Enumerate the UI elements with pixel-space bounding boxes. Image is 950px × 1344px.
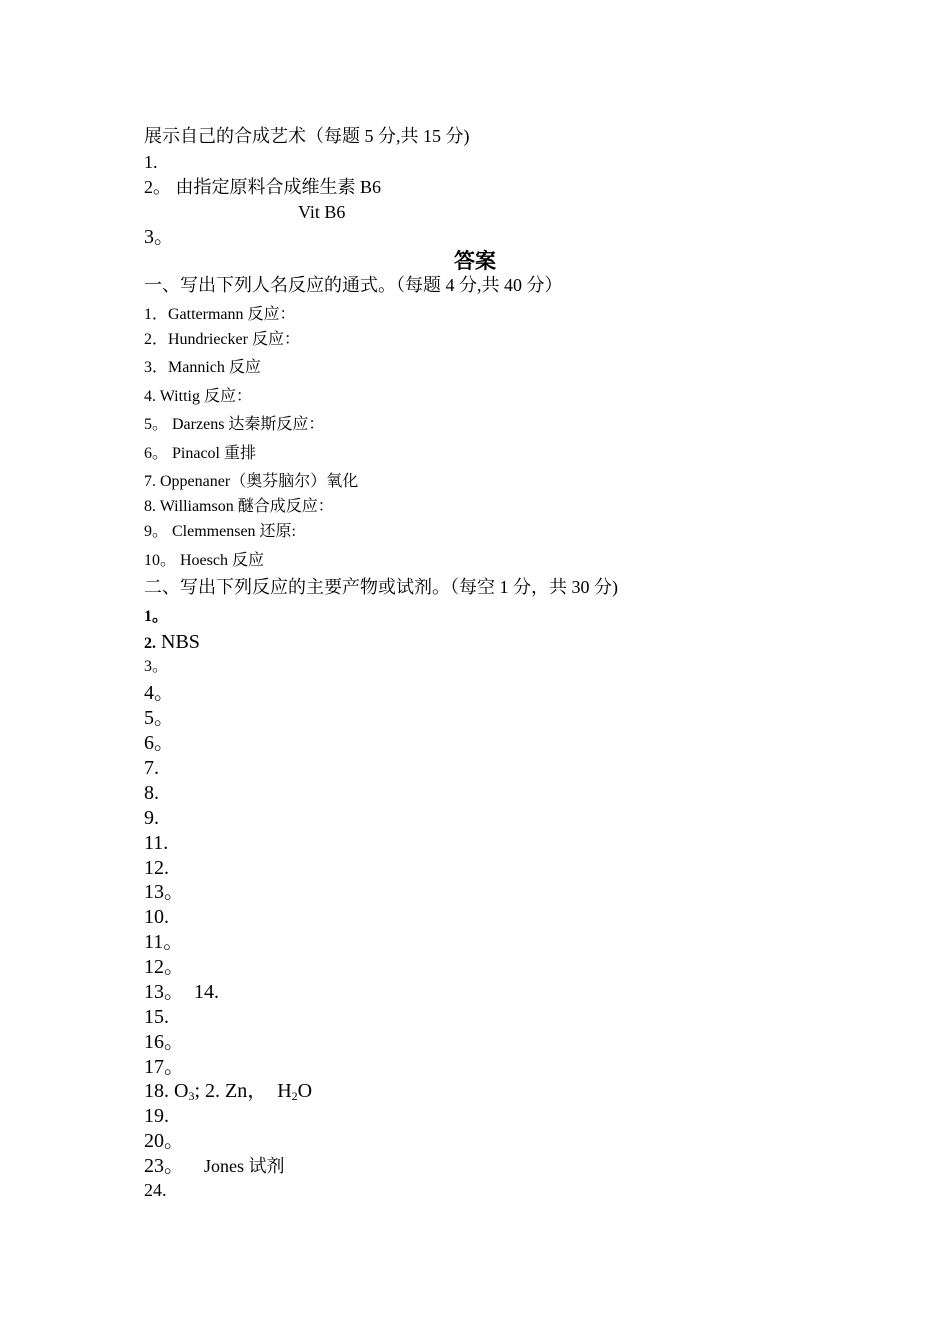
section1-item: 3．Mannich 反应 <box>144 359 261 376</box>
section2-answer: 13。 14. <box>144 981 219 1003</box>
section1-item: 7. Oppenaner（奥芬脑尔）氧化 <box>144 473 359 490</box>
section2-answer: 8. <box>144 782 159 804</box>
section2-answer: 12. <box>144 857 169 879</box>
answer-18-prefix: 18. O <box>144 1080 189 1102</box>
synthesis-heading: 展示自己的合成艺术（每题 5 分,共 15 分) <box>144 126 470 146</box>
section2-answer: 5。 <box>144 707 174 729</box>
answer-2-number: 2. <box>144 635 156 652</box>
section1-item: 8. Williamson 醚合成反应： <box>144 498 334 515</box>
section2-answer-23 <box>144 1156 285 1176</box>
answer-18-subscript-2: 2 <box>291 1089 298 1103</box>
section2-answer: 13。 <box>144 881 184 903</box>
section1-heading: 一、写出下列人名反应的通式。（每题 4 分,共 40 分） <box>144 275 563 295</box>
section2-answer: 16。 <box>144 1031 184 1053</box>
section2-answer: 4。 <box>144 682 174 704</box>
section2-answer-1: 1。 <box>144 608 169 625</box>
section1-item: 5。 Darzens 达秦斯反应： <box>144 416 325 433</box>
section2-answer-24: 24. <box>144 1180 167 1200</box>
answer-23-number: 23。 <box>144 1155 184 1177</box>
answer-18-suffix: O <box>297 1080 313 1102</box>
section2-answer: 17。 <box>144 1056 184 1078</box>
section2-answer-3: 3。 <box>144 658 169 675</box>
section1-item: 6。 Pinacol 重排 <box>144 445 256 462</box>
synthesis-q3: 3。 <box>144 226 174 248</box>
section2-answer: 12。 <box>144 956 184 978</box>
section1-item: 9。 Clemmensen 还原: <box>144 523 296 540</box>
section2-answer-20: 20。 <box>144 1130 184 1152</box>
section2-answer: 15. <box>144 1006 169 1028</box>
synthesis-q2: 2。 由指定原料合成维生素 B6 <box>144 177 382 197</box>
section1-item: 4. Wittig 反应： <box>144 388 252 405</box>
section2-answer: 10. <box>144 906 169 928</box>
section1-item: 10。 Hoesch 反应 <box>144 552 264 569</box>
synthesis-q2-target: Vit B6 <box>298 202 346 222</box>
answer-18-middle: ; 2. Zn， H <box>194 1080 292 1102</box>
section2-answer: 11。 <box>144 931 184 953</box>
answer-18-subscript-3: 3 <box>188 1089 195 1103</box>
section2-answer: 6。 <box>144 732 174 754</box>
section2-answer-2 <box>144 632 200 652</box>
answer-2-text: NBS <box>156 631 200 653</box>
section2-answer: 11. <box>144 832 169 854</box>
section2-answer-18 <box>144 1081 312 1102</box>
section2-answer: 7. <box>144 757 159 779</box>
answer-23-text: Jones 试剂 <box>204 1156 285 1176</box>
section1-item: 1．Gattermann 反应： <box>144 306 296 323</box>
section1-item: 2．Hundriecker 反应： <box>144 331 300 348</box>
synthesis-q1: 1. <box>144 152 158 172</box>
section2-heading: 二、写出下列反应的主要产物或试剂。（每空 1 分，共 30 分) <box>144 577 618 597</box>
answer-title: 答案 <box>454 249 496 273</box>
section2-answer: 9. <box>144 807 159 829</box>
section2-answer-19: 19. <box>144 1105 169 1127</box>
